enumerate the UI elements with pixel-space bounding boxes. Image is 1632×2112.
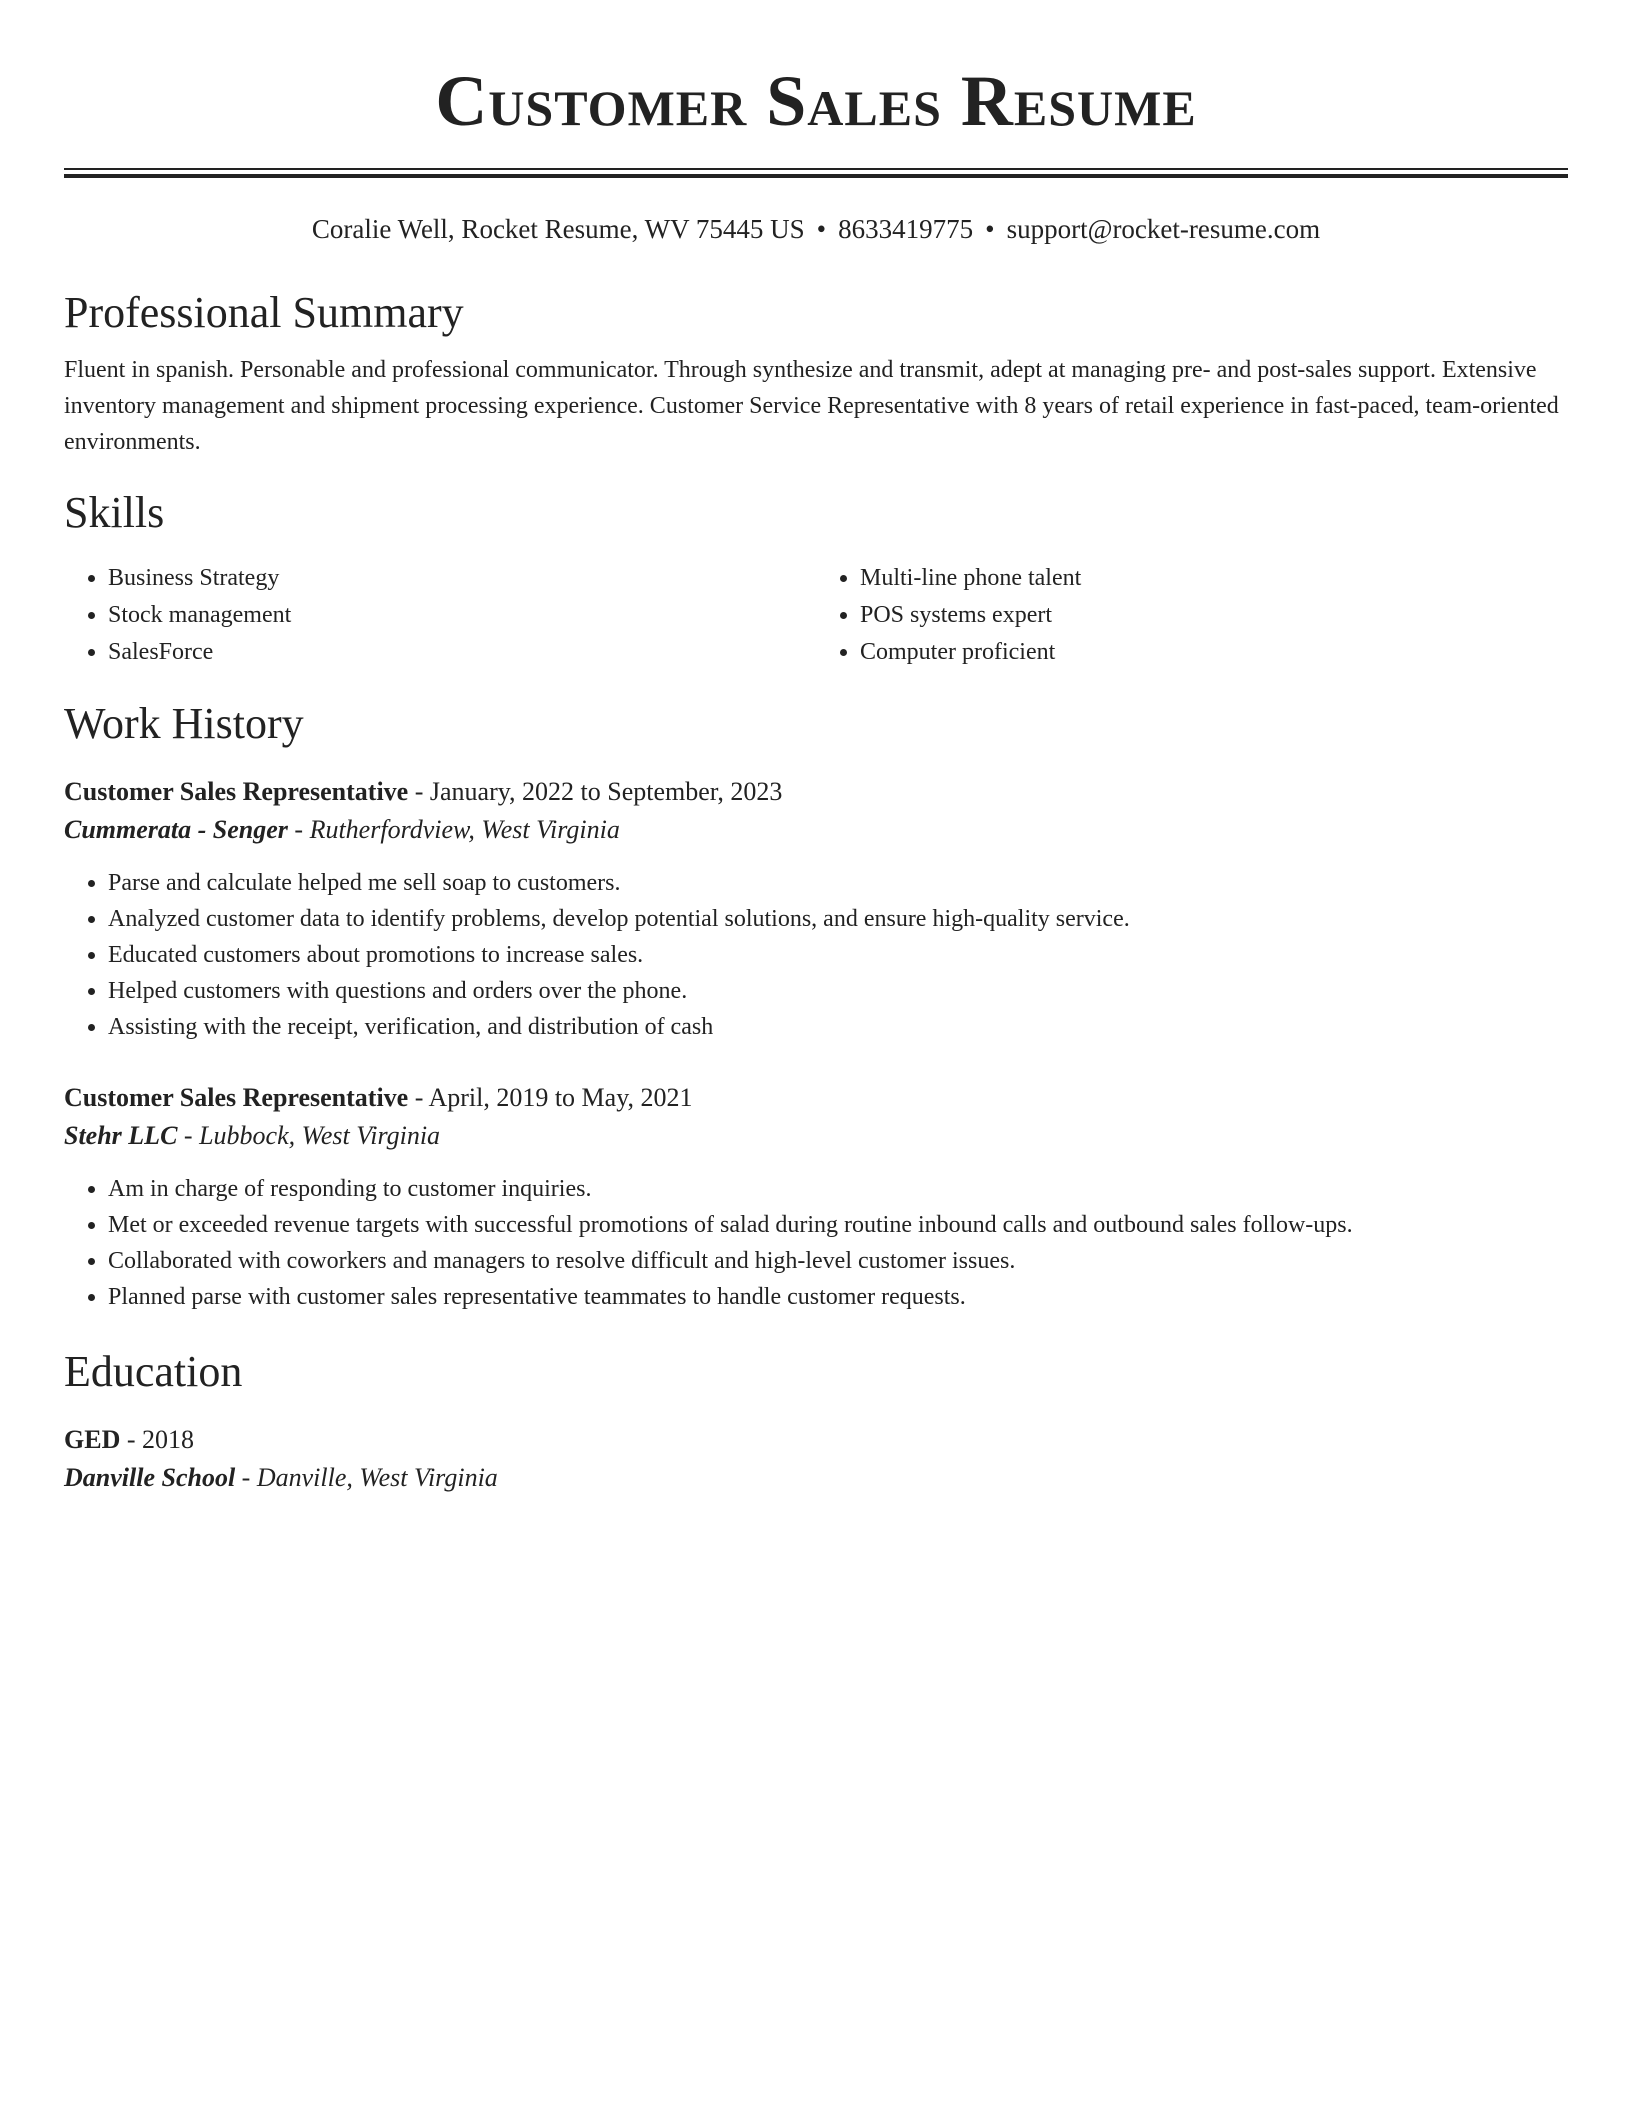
contact-separator: • [816,214,827,244]
section-title-education: Education [64,1347,243,1396]
education-entry [64,1421,1568,1497]
skill-item: • SalesForce [108,634,816,671]
education-location: - Danville, West Virginia [235,1463,498,1492]
job-bullet: • Analyzed customer data to identify problems, develop potential solutions, and ensure high-quality service. [108,901,1568,937]
contact-line [64,212,1568,246]
skills-column-left [64,560,816,671]
job-bullets [64,865,1568,1045]
job-bullet: • Planned parse with customer sales representative teammates to handle customer requests. [108,1279,1568,1315]
job-location: - Lubbock, West Virginia [177,1121,441,1150]
job-company-line [64,811,1568,849]
section-title-summary: Professional Summary [64,288,464,337]
education-year: - 2018 [120,1425,195,1454]
job-bullet: • Am in charge of responding to customer inquiries. [108,1171,1568,1207]
skills-grid [64,560,1568,671]
job-bullet: • Helped customers with questions and orders over the phone. [108,973,1568,1009]
title-divider [64,168,1568,178]
job-dates: - April, 2019 to May, 2021 [408,1083,693,1112]
skill-item: • Computer proficient [860,634,1568,671]
job-bullet: • Parse and calculate helped me sell soap to customers. [108,865,1568,901]
job-company-line [64,1117,1568,1155]
resume-title: Customer Sales Resume [435,61,1197,141]
job-title: Customer Sales Representative [64,777,409,806]
job-location: - Rutherfordview, West Virginia [287,815,620,844]
education-school: Danville School [64,1463,236,1492]
job-bullet: • Collaborated with coworkers and managers to resolve difficult and high-level customer issues. [108,1243,1568,1279]
skill-item: • Stock management [108,597,816,634]
education-school-line [64,1459,1568,1497]
job-header [64,773,1568,811]
skill-item: • Business Strategy [108,560,816,597]
job-header [64,1079,1568,1117]
job-company: Stehr LLC [64,1121,178,1150]
summary-text: Fluent in spanish. Personable and professional communicator. Through synthesize and transmit, adept at managing pre- and post-sales support. Extensive inventory management and shipment processing experience. Customer Service Representative with 8 years of retail experience in fast-paced, team-oriented environments. [64,357,1559,455]
education-header [64,1421,1568,1459]
contact-address: Coralie Well, Rocket Resume, WV 75445 US [311,214,805,244]
skills-column-right [816,560,1568,671]
job-entry [64,1079,1568,1315]
education-degree: GED [64,1425,121,1454]
contact-phone: 8633419775 [838,214,974,244]
contact-email: support@rocket-resume.com [1006,214,1321,244]
job-title: Customer Sales Representative [64,1083,409,1112]
job-bullets [64,1171,1568,1315]
skill-item: • POS systems expert [860,597,1568,634]
job-bullet: • Assisting with the receipt, verification, and distribution of cash [108,1009,1568,1045]
job-entry [64,773,1568,1045]
skill-item: • Multi-line phone talent [860,560,1568,597]
job-bullet: • Educated customers about promotions to increase sales. [108,937,1568,973]
section-title-work-history: Work History [64,699,304,748]
job-bullet: • Met or exceeded revenue targets with successful promotions of salad during routine inbound calls and outbound sales follow-ups. [108,1207,1568,1243]
job-company: Cummerata - Senger [64,815,288,844]
contact-separator: • [985,214,995,244]
job-dates: - January, 2022 to September, 2023 [408,777,783,806]
section-title-skills: Skills [64,488,165,537]
